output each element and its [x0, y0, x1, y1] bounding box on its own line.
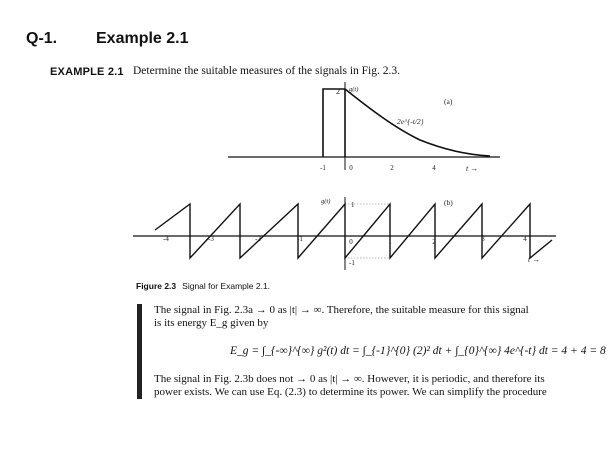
panel-b: [133, 197, 556, 270]
example-statement: Determine the suitable measures of the signals in Fig. 2.3.: [133, 65, 400, 77]
paragraph-2-line: power exists. We can use Eq. (2.3) to determine its power. We can simplify the procedure: [154, 385, 547, 398]
figure-caption-text: Signal for Example 2.1.: [182, 281, 271, 291]
energy-equation: E_g = ∫_{-∞}^{∞} g²(t) dt = ∫_{-1}^{0} (2)² dt + ∫_{0}^{∞} 4e^{-t} dt = 4 + 4 = 8: [230, 345, 606, 357]
panel-a-x-tick: 0: [349, 164, 353, 172]
panel-a-label: (a): [444, 97, 453, 106]
panel-a-y-tick: 2: [336, 87, 340, 96]
panel-b-y-tick: -1: [349, 259, 355, 267]
panel-b-x-tick: -2: [255, 235, 261, 243]
panel-b-x-tick: 3: [481, 235, 485, 243]
panel-a-x-tick: 4: [432, 164, 436, 172]
figure-caption-label: Figure 2.3: [136, 281, 177, 291]
example-label: EXAMPLE 2.1: [50, 66, 124, 78]
question-label: Q-1.: [26, 30, 58, 47]
paragraph-1: [154, 304, 574, 329]
paragraph-2-line: The signal in Fig. 2.3b does not → 0 as |t| → ∞. However, it is periodic, and therefore its: [154, 373, 545, 385]
paragraph-1-line: The signal in Fig. 2.3a → 0 as |t| → ∞. Therefore, the suitable measure for this signal: [154, 304, 529, 316]
question-title: Example 2.1: [96, 30, 189, 47]
panel-a-t-label: t →: [466, 164, 479, 173]
panel-a-x-tick: -1: [320, 164, 326, 172]
panel-b-label: (b): [444, 198, 453, 207]
panel-b-x-tick: 0: [349, 238, 353, 246]
panel-a-y-label: g(t): [349, 86, 359, 93]
panel-b-x-tick: 2: [432, 238, 436, 246]
panel-a: [228, 82, 500, 173]
panel-a-curve-label: 2e^{-t/2}: [397, 117, 424, 126]
panel-a-x-tick: 2: [390, 164, 394, 172]
panel-b-x-tick: -4: [163, 235, 169, 243]
panel-b-x-tick: -1: [297, 235, 303, 243]
panel-b-x-tick: 1: [388, 238, 392, 246]
text-sidebar-rule: [137, 304, 142, 399]
paragraph-2: [154, 373, 574, 398]
panel-b-y-tick: 1: [351, 201, 355, 209]
panel-b-signal: [155, 204, 552, 258]
panel-b-y-label: g(t): [321, 198, 331, 205]
figure-caption: [136, 281, 270, 291]
panel-b-x-tick: -3: [208, 235, 214, 243]
panel-b-x-tick: 4: [523, 235, 527, 243]
panel-b-t-label: t →: [528, 255, 541, 264]
paragraph-1-line: is its energy E_g given by: [154, 316, 269, 329]
